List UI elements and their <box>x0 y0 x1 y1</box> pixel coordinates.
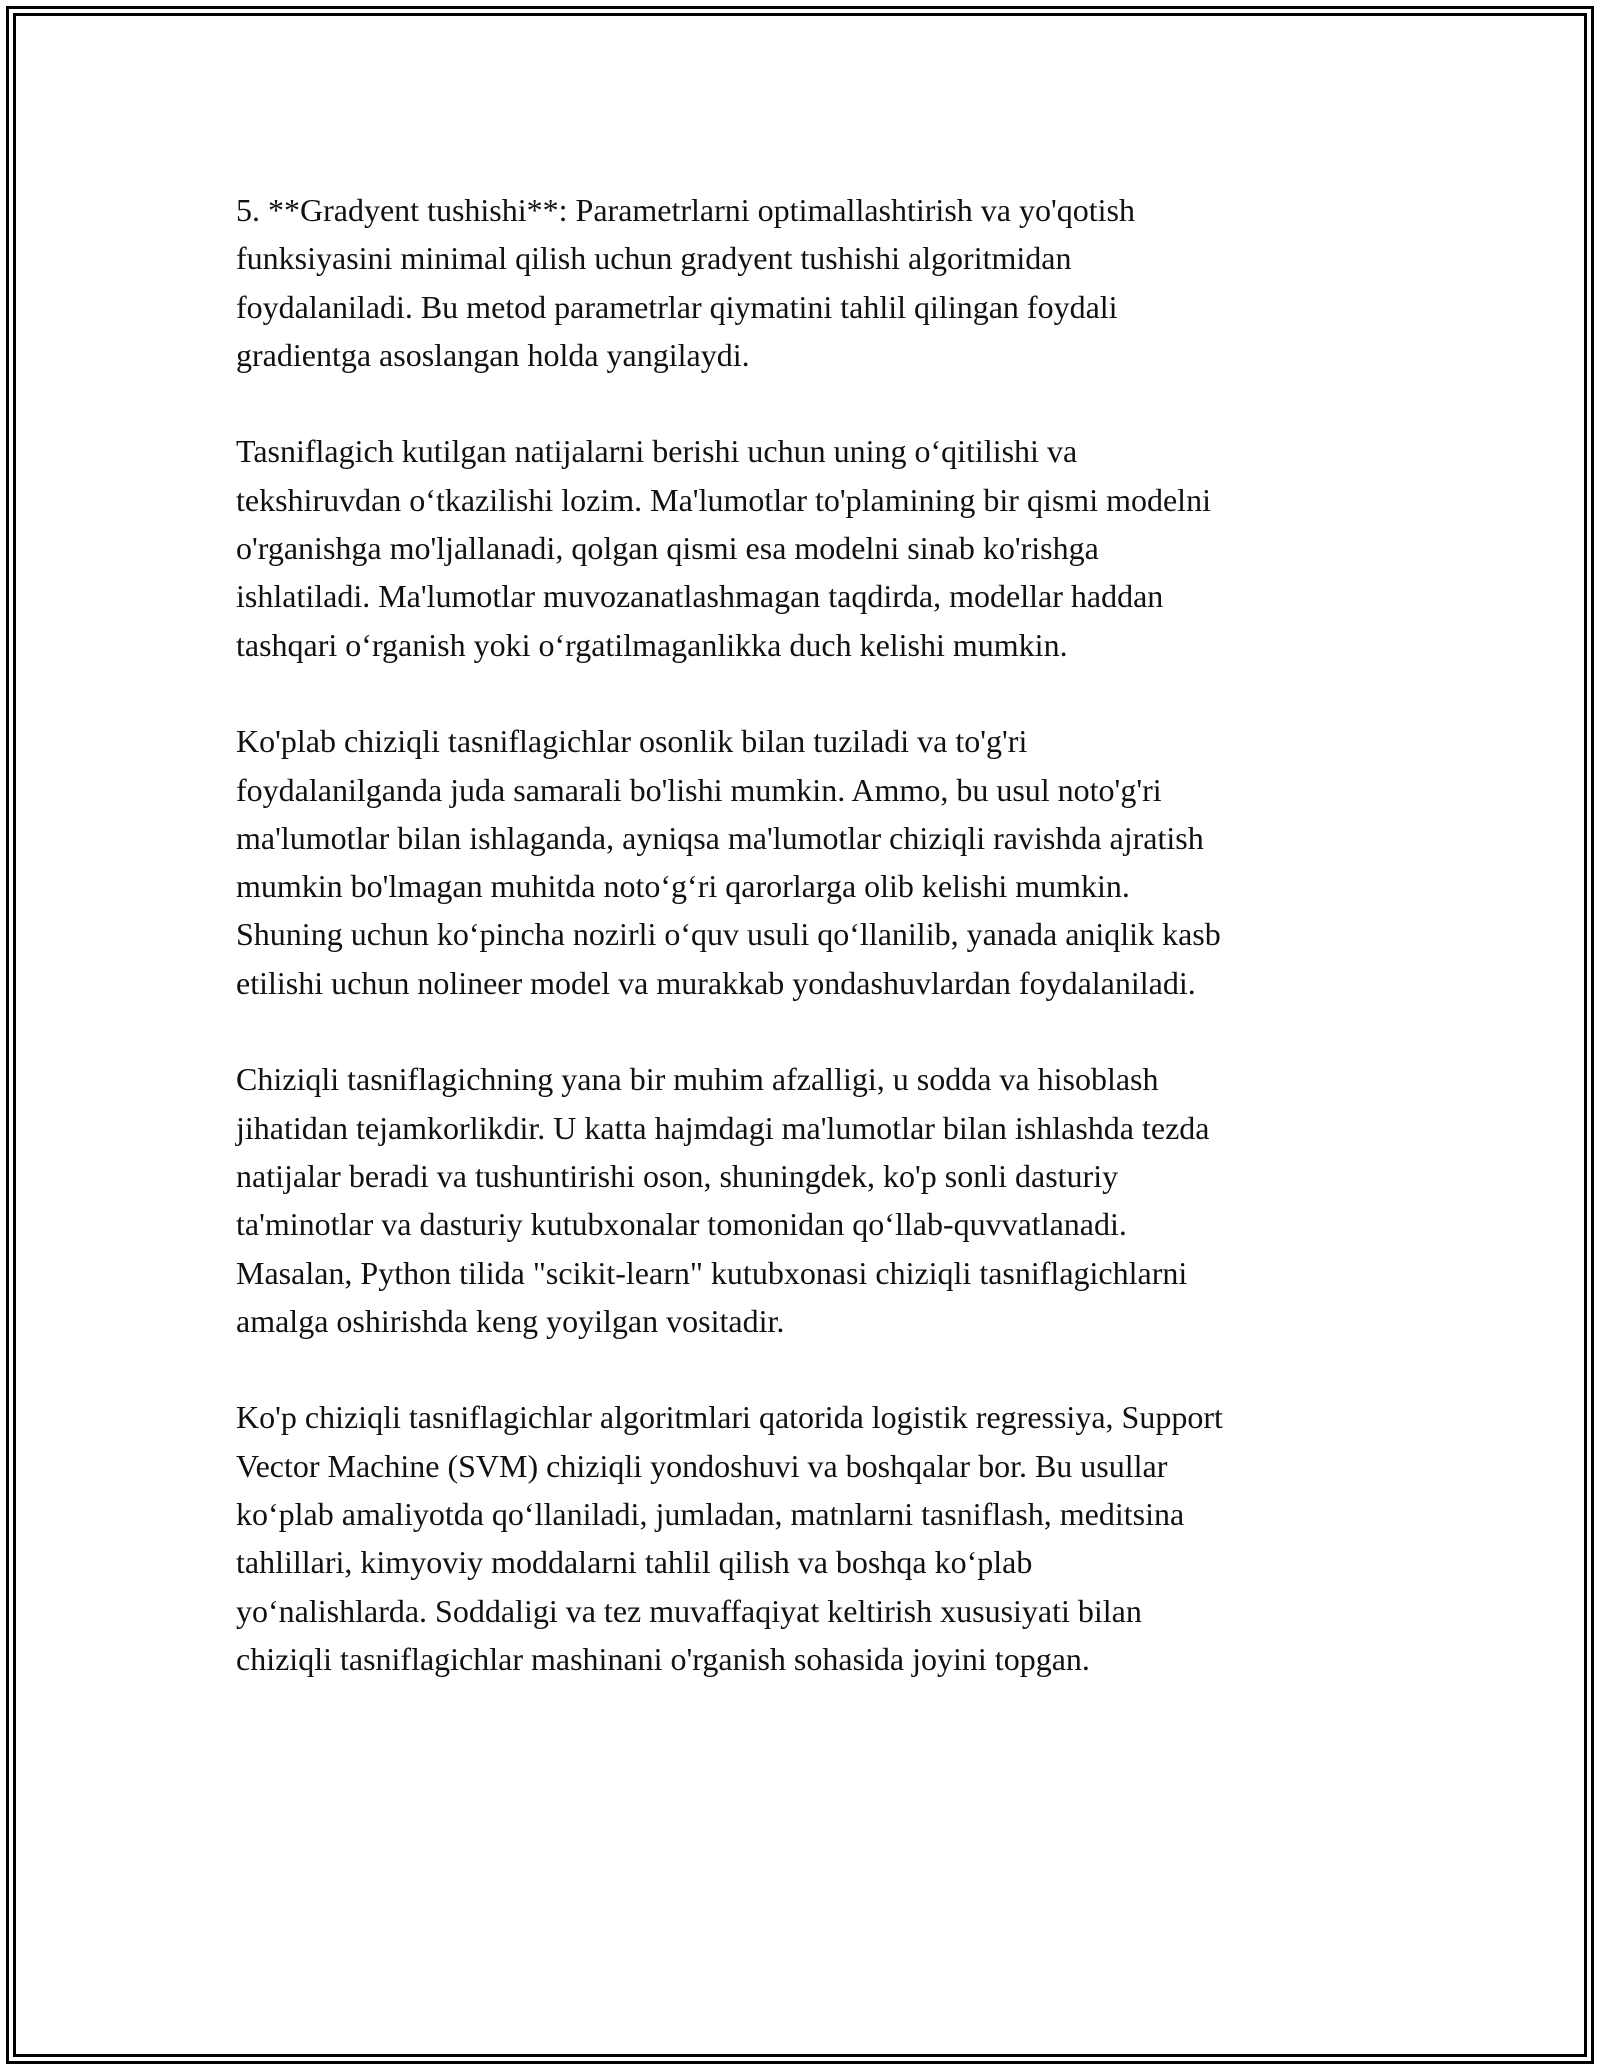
paragraph <box>236 1393 1376 1683</box>
text-line: gradientga asoslangan holda yangilaydi. <box>236 336 750 373</box>
text-line: tekshiruvdan o‘tkazilishi lozim. Ma'lumotlar to'plamining bir qismi modelni <box>236 481 1211 518</box>
text-line: amalga oshirishda keng yoyilgan vositadir. <box>236 1302 785 1339</box>
paragraph <box>236 1055 1376 1345</box>
text-line: foydalanilganda juda samarali bo'lishi mumkin. Ammo, bu usul noto'g'ri <box>236 771 1162 808</box>
text-line: Masalan, Python tilida "scikit-learn" kutubxonasi chiziqli tasniflagichlarni <box>236 1254 1188 1291</box>
text-line: yo‘nalishlarda. Soddaligi va tez muvaffaqiyat keltirish xususiyati bilan <box>236 1592 1142 1629</box>
text-line: tahlillari, kimyoviy moddalarni tahlil qilish va boshqa ko‘plab <box>236 1544 1033 1581</box>
paragraph <box>236 186 1376 379</box>
text-line: chiziqli tasniflagichlar mashinani o'rganish sohasida joyini topgan. <box>236 1640 1090 1677</box>
text-line: ko‘plab amaliyotda qo‘llaniladi, jumladan, matnlarni tasniflash, meditsina <box>236 1496 1185 1533</box>
text-line: Shuning uchun ko‘pincha nozirli o‘quv usuli qo‘llanilib, yanada aniqlik kasb <box>236 916 1221 953</box>
text-line: o'rganishga mo'ljallanadi, qolgan qismi esa modelni sinab ko'rishga <box>236 530 1099 567</box>
text-line: jihatidan tejamkorlikdir. U katta hajmdagi ma'lumotlar bilan ishlashda tezda <box>236 1109 1210 1146</box>
text-line: funksiyasini minimal qilish uchun gradyent tushishi algoritmidan <box>236 240 1072 277</box>
text-line: ishlatiladi. Ma'lumotlar muvozanatlashmagan taqdirda, modellar haddan <box>236 578 1164 615</box>
text-line: Ko'plab chiziqli tasniflagichlar osonlik bilan tuziladi va to'g'ri <box>236 723 1028 760</box>
text-line: ta'minotlar va dasturiy kutubxonalar tomonidan qo‘llab-quvvatlanadi. <box>236 1206 1127 1243</box>
text-line: Chiziqli tasniflagichning yana bir muhim afzalligi, u sodda va hisoblash <box>236 1061 1159 1098</box>
text-line: mumkin bo'lmagan muhitda noto‘g‘ri qarorlarga olib kelishi mumkin. <box>236 868 1130 905</box>
text-line: 5. **Gradyent tushishi**: Parametrlarni optimallashtirish va yo'qotish <box>236 192 1135 228</box>
document-body <box>236 186 1376 1732</box>
text-line: ma'lumotlar bilan ishlaganda, ayniqsa ma'lumotlar chiziqli ravishda ajratish <box>236 819 1204 856</box>
text-line: natijalar beradi va tushuntirishi oson, shuningdek, ko'p sonli dasturiy <box>236 1157 1119 1194</box>
paragraph <box>236 717 1376 1007</box>
text-line: Tasniflagich kutilgan natijalarni berishi uchun uning o‘qitilishi va <box>236 433 1078 470</box>
text-line: Ko'p chiziqli tasniflagichlar algoritmlari qatorida logistik regressiya, Support <box>236 1399 1223 1436</box>
text-line: tashqari o‘rganish yoki o‘rgatilmaganlikka duch kelishi mumkin. <box>236 626 1068 663</box>
text-line: Vector Machine (SVM) chiziqli yondoshuvi va boshqalar bor. Bu usullar <box>236 1447 1168 1484</box>
paragraph <box>236 427 1376 668</box>
text-line: foydalaniladi. Bu metod parametrlar qiymatini tahlil qilingan foydali <box>236 288 1118 325</box>
text-line: etilishi uchun nolineer model va murakkab yondashuvlardan foydalaniladi. <box>236 964 1196 1001</box>
